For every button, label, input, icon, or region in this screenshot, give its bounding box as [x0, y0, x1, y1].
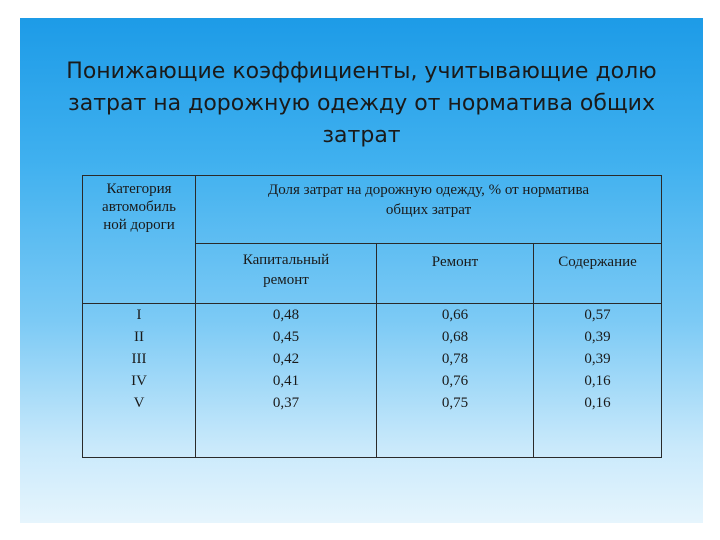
capital-repair-header-line: Капитальный	[242, 252, 330, 268]
slide	[20, 18, 703, 523]
maintenance-value: 0,16	[584, 395, 611, 411]
category-value: III	[131, 351, 147, 367]
maintenance-value: 0,39	[584, 329, 611, 345]
table-header-row	[83, 176, 662, 244]
slide-title-line: Понижающие коэффициенты, учитывающие долю	[66, 59, 657, 84]
category-values-cell	[83, 304, 196, 458]
slide-title	[40, 56, 683, 152]
category-value: I	[136, 307, 142, 323]
category-header-line: Категория	[106, 181, 172, 197]
maintenance-value: 0,57	[584, 307, 611, 323]
table-row	[83, 304, 662, 458]
capital-value: 0,37	[272, 395, 300, 411]
capital-values-cell	[196, 304, 377, 458]
slide-title-line: затрат на дорожную одежду от норматива общих	[68, 91, 655, 116]
repair-value: 0,75	[441, 395, 469, 411]
maintenance-header: Содержание	[534, 244, 662, 304]
share-header-cell	[196, 176, 662, 244]
capital-repair-header	[196, 244, 377, 304]
share-header-line: общих затрат	[385, 202, 472, 218]
repair-value: 0,68	[441, 329, 469, 345]
slide-title-line: затрат	[322, 123, 401, 148]
repair-header: Ремонт	[377, 244, 534, 304]
repair-value: 0,66	[441, 307, 469, 323]
table-subheader-row	[83, 244, 662, 304]
category-header-cell	[83, 176, 196, 244]
capital-repair-header-line: ремонт	[263, 272, 309, 288]
capital-value: 0,45	[272, 329, 300, 345]
repair-value: 0,76	[441, 373, 469, 389]
repair-values-cell	[377, 304, 534, 458]
category-value: IV	[131, 373, 147, 389]
share-header-line: Доля затрат на дорожную одежду, % от норматива	[268, 182, 590, 198]
capital-value: 0,41	[272, 373, 300, 389]
category-header-empty-cell	[83, 244, 196, 304]
repair-value: 0,78	[441, 351, 469, 367]
capital-value: 0,48	[272, 307, 300, 323]
category-header-line: автомобиль	[102, 199, 176, 215]
maintenance-value: 0,16	[584, 373, 611, 389]
coefficients-table	[82, 175, 662, 458]
maintenance-values-cell	[534, 304, 662, 458]
category-value: II	[134, 329, 144, 345]
maintenance-value: 0,39	[584, 351, 611, 367]
capital-value: 0,42	[272, 351, 300, 367]
category-header-line: ной дороги	[103, 217, 175, 233]
category-value: V	[133, 395, 145, 411]
